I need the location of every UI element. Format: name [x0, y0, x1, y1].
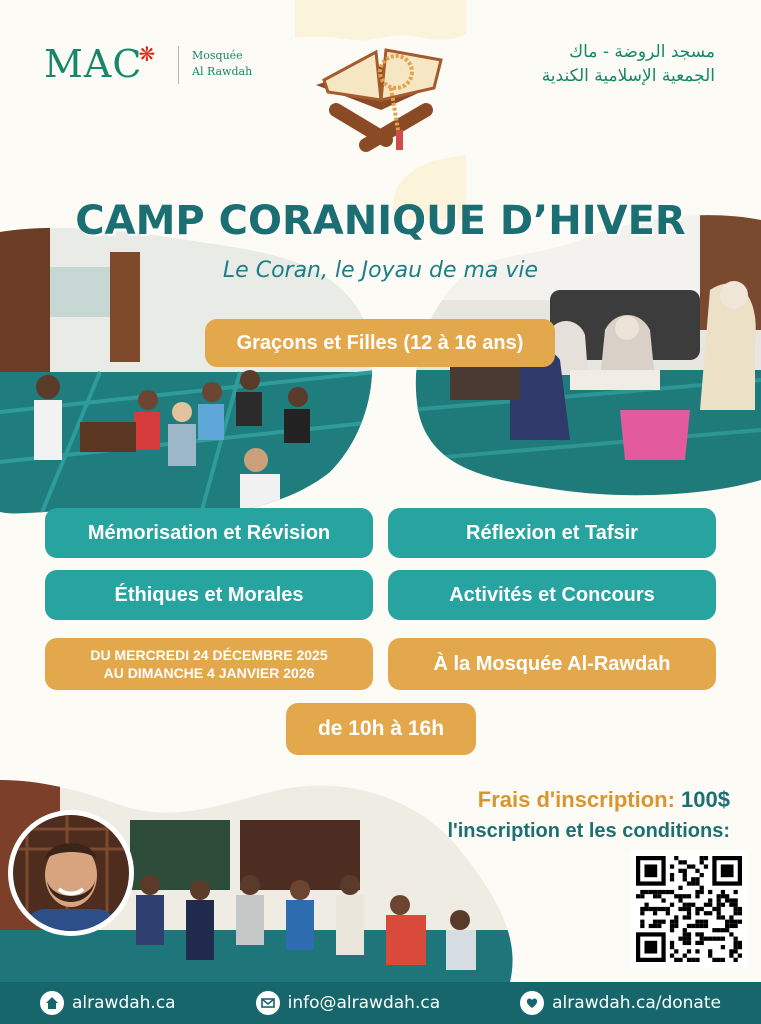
- instructor-avatar: [7, 809, 135, 937]
- footer-donate-link[interactable]: [520, 991, 721, 1015]
- footer-bar: [0, 982, 761, 1024]
- footer-donate[interactable]: alrawdah.ca/donate: [552, 993, 721, 1013]
- footer-email[interactable]: info@alrawdah.ca: [287, 993, 441, 1013]
- fees-label: Frais d'inscription:: [477, 787, 675, 812]
- logo-subtitle: [192, 48, 252, 80]
- arabic-name: [542, 40, 715, 88]
- dates-badge: [45, 638, 373, 690]
- feature-ethiques: Éthiques et Morales: [45, 570, 373, 620]
- arabic-line2: الجمعية الإسلامية الكندية: [541, 66, 715, 86]
- fees-amount: 100$: [681, 787, 730, 812]
- footer-website-link[interactable]: [40, 991, 176, 1015]
- arabic-line1: مسجد الروضة - ماك: [569, 42, 715, 62]
- logo-sub-line1: Mosquée: [192, 49, 243, 62]
- page-subtitle: Le Coran, le Joyau de ma vie: [222, 258, 539, 283]
- footer-email-link[interactable]: [256, 991, 441, 1015]
- hours-badge: de 10h à 16h: [286, 703, 476, 755]
- mail-icon: [256, 991, 280, 1015]
- heart-icon: [520, 991, 544, 1015]
- logo-divider: [178, 46, 179, 84]
- page-title: CAMP CORANIQUE D’HIVER: [75, 198, 686, 244]
- footer-website[interactable]: alrawdah.ca: [72, 993, 176, 1013]
- maple-leaf-icon: ❋: [138, 42, 157, 66]
- audience-badge: Graçons et Filles (12 à 16 ans): [205, 319, 555, 367]
- dates-line2: AU DIMANCHE 4 JANVIER 2026: [103, 665, 315, 681]
- registration-qr-code[interactable]: [630, 850, 748, 968]
- dates-line1: DU MERCREDI 24 DÉCEMBRE 2025: [90, 647, 328, 663]
- quran-stand-icon: [306, 30, 456, 155]
- conditions-label: l'inscription et les conditions:: [447, 820, 730, 842]
- location-badge: À la Mosquée Al-Rawdah: [388, 638, 716, 690]
- mac-logo: MAC❋: [44, 42, 157, 86]
- qr-code-icon: [636, 856, 742, 962]
- home-icon: [40, 991, 64, 1015]
- fees-line: [420, 787, 730, 813]
- feature-reflexion: Réflexion et Tafsir: [388, 508, 716, 558]
- logo-sub-line2: Al Rawdah: [192, 65, 253, 78]
- feature-activites: Activités et Concours: [388, 570, 716, 620]
- feature-memorisation: Mémorisation et Révision: [45, 508, 373, 558]
